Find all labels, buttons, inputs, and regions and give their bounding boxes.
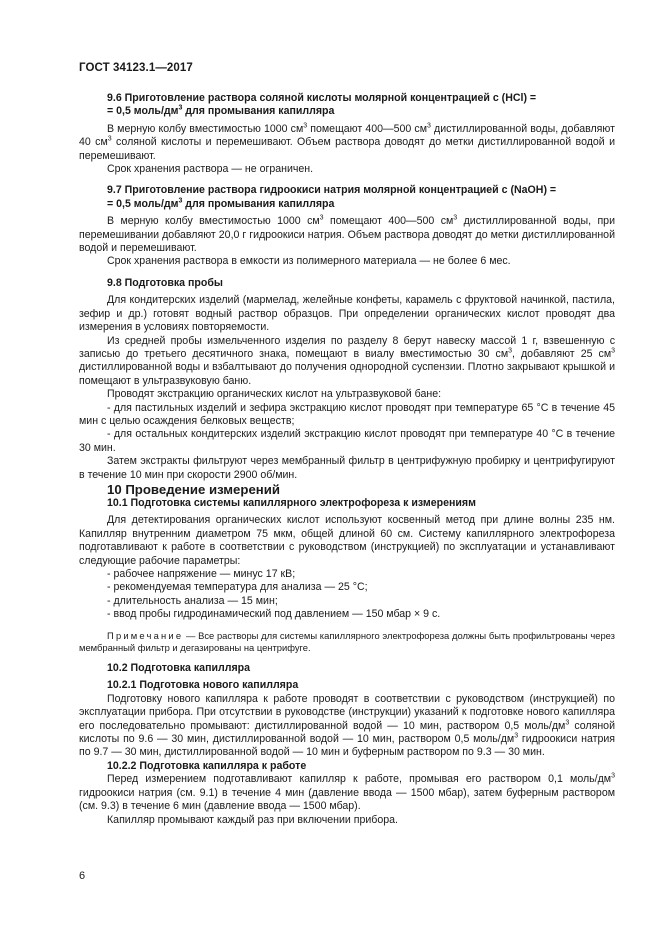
section-10-title: 10 Проведение измерений — [107, 481, 280, 497]
section-9-8-paragraph-3: Проводят экстракцию органических кислот на ультразвуковой бане: — [107, 388, 442, 401]
section-10-1-list-item-2: - рекомендуемая температура для анализа — 25 °С; — [107, 581, 368, 594]
section-10-2-2-paragraph-1: Перед измерением подготавливают капилляр к работе, промывая его раствором 0,1 моль/$дм^3$ гидроокиси натрия (см. 9.1) в течение 4 мин (давление ввода — 1500 мбар), затем буферным раствором (см. 9.3) в течение 6 мин (давление ввода — 1500 мбар). — [79, 772, 615, 813]
document-header: ГОСТ 34123.1—2017 — [79, 62, 193, 74]
page-number: 6 — [79, 870, 86, 882]
section-10-2-title: 10.2 Подготовка капилляра — [107, 662, 250, 675]
section-9-6-paragraph: В мерную колбу вместимостью 1000 $см^3$ помещают 400—500 $см^3$ дистиллированной воды, добавляют 40 $см^3$ соляной кислоты и перемешивают. Объем раствора доводят до метки дистиллированной водой и перемешивают. — [79, 122, 615, 162]
section-10-1-list-item-4: - ввод пробы гидродинамический под давлением — 150 мбар × 9 с. — [107, 608, 441, 621]
note-text: — Все растворы для системы капиллярного электрофореза должны быть профильтрованы через мембранный фильтр и дегазированы на центрифуге. — [79, 629, 615, 653]
section-10-2-2-paragraph-2: Капилляр промывают каждый раз при включении прибора. — [107, 813, 398, 826]
section-9-7-storage: Срок хранения раствора в емкости из полимерного материала — не более 6 мес. — [107, 255, 511, 268]
page-content — [79, 92, 615, 827]
section-9-7-paragraph: В мерную колбу вместимостью 1000 $см^3$ помещают 400—500 $см^3$ дистиллированной воды, при перемешивании добавляют 20,0 г гидроокиси натрия. Объем раствора доводят до метки дистиллированной водой и перемешивают. — [79, 214, 615, 255]
section-9-7-title-cont: = 0,5 моль/$дм^3$ для промывания капилляра — [107, 197, 335, 210]
section-9-8-paragraph-1: Для кондитерских изделий (мармелад, желейные конфеты, карамель с фруктовой начинкой, пастила, зефир и др.) готовят водный раствор образцов. При определении органических кислот проводят два измерения в условиях повторяемости. — [79, 294, 615, 334]
section-10-2-2-title: 10.2.2 Подготовка капилляра к работе — [107, 759, 307, 772]
section-9-6-storage: Срок хранения раствора — не ограничен. — [107, 163, 314, 176]
section-10-2-1-title: 10.2.1 Подготовка нового капилляра — [107, 679, 299, 692]
section-9-6-title-cont: = 0,5 моль/$дм^3$ для промывания капилляра — [107, 104, 335, 118]
section-9-8-title: 9.8 Подготовка пробы — [107, 276, 223, 289]
note — [79, 630, 615, 654]
section-10-2-1-paragraph: Подготовку нового капилляра к работе проводят в соответствии с руководством (инструкцией) по эксплуатации прибора. При отсутствии в руководстве (инструкции) указаний к подготовке нового капилляра его последовательно промывают: дистиллированной водой — 10 мин, раствором 0,5 моль/$дм^3$ соляной кислоты по 9.6 — 30 мин, дистиллированной водой — 10 мин, раствором 0,5 моль/$дм^3$ гидроокиси натрия по 9.7 — 30 мин, дистиллированной водой — 10 мин и буферным раствором по 9.3 — 30 мин. — [79, 692, 615, 759]
section-9-8-paragraph-2: Из средней пробы измельченного изделия по разделу 8 берут навеску массой 1 г, взвешенную с записью до третьего десятичного знака, помещают в виалу вместимостью 30 $см^3$, добавляют 25 $см^3$ дистиллированной воды и взбалтывают до получения однородной суспензии. Плотно закрывают крышкой и помещают в ультразвуковую баню. — [79, 334, 616, 387]
section-9-7-title: 9.7 Приготовление раствора гидроокиси натрия молярной концентрацией c (NaOH) = — [107, 184, 557, 197]
section-10-1-list-item-1: - рабочее напряжение — минус 17 кВ; — [107, 568, 296, 580]
section-10-1-paragraph: Для детектирования органических кислот используют косвенный метод при длине волны 235 нм. Капилляр внутренним диаметром 75 мкм, общей длиной 60 см. Систему капиллярного электрофореза подготавливают к работе в соответствии с руководством (инструкцией) по эксплуатации и устанавливают следующие рабочие параметры: — [79, 514, 615, 567]
section-9-8-list-item-1: - для пастильных изделий и зефира экстракцию кислот проводят при температуре 65 °С в течение 45 мин с целью осаждения белковых веществ; — [79, 401, 615, 427]
section-9-6-title: 9.6 Приготовление раствора соляной кислоты молярной концентрацией c (HCl) = — [107, 92, 537, 104]
section-10-1-list-item-3: - длительность анализа — 15 мин; — [107, 594, 278, 607]
section-9-8-paragraph-4: Затем экстракты фильтруют через мембранный фильтр в центрифужную пробирку и центрифугируют в течение 10 мин при скорости 2900 об/мин. — [79, 455, 615, 481]
section-10-1-title: 10.1 Подготовка системы капиллярного электрофореза к измерениям — [107, 496, 476, 509]
section-9-8-list-item-2: - для остальных кондитерских изделий экстракцию кислот проводят при температуре 40 °С в течение 30 мин. — [79, 428, 615, 454]
note-label: Примечание — [107, 629, 184, 641]
